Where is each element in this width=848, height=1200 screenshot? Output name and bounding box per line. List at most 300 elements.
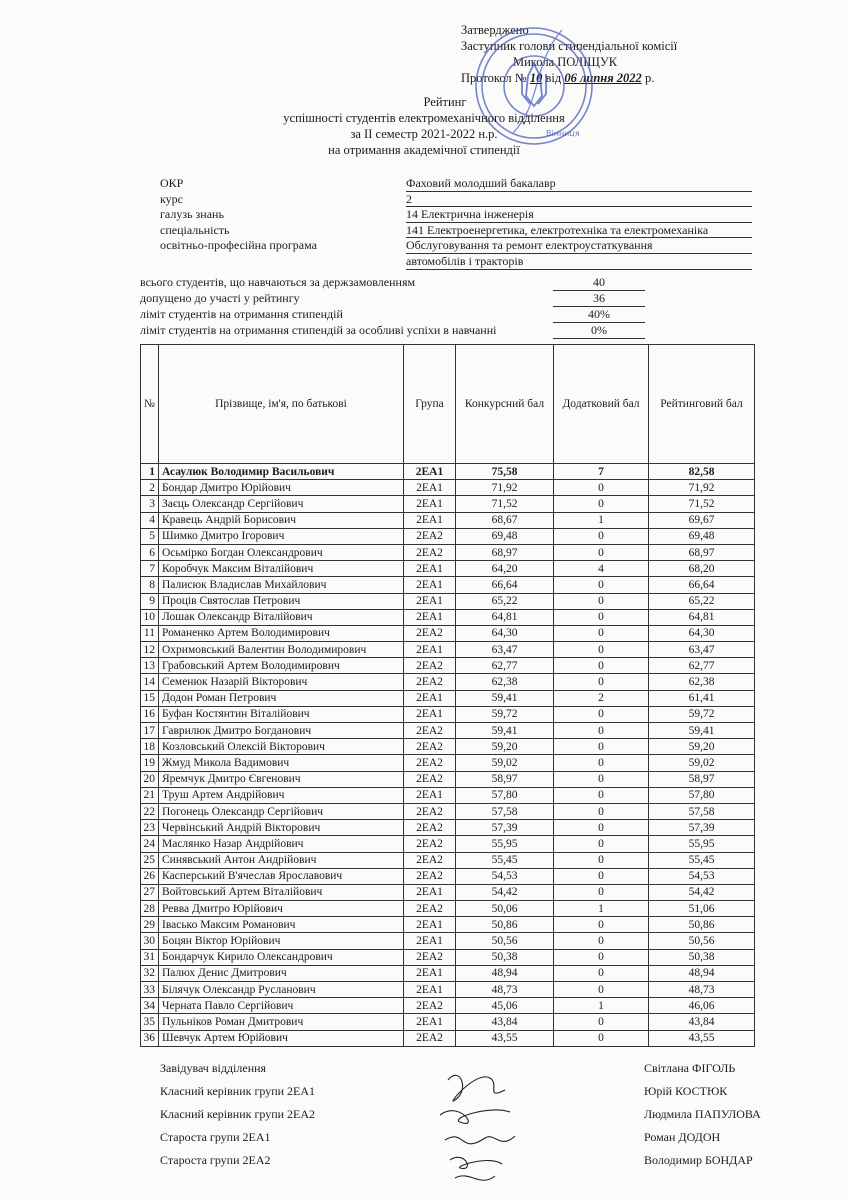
table-row [141,609,755,625]
row-number: 19 [141,755,159,771]
table-row [141,723,755,739]
rating-table [140,344,755,1047]
handwritten-signatures [430,1060,520,1190]
student-name: Червінський Андрій Вікторович [159,820,404,836]
competitive-score: 57,80 [456,787,554,803]
student-group: 2ЕА2 [404,901,456,917]
student-name: Козловський Олексій Вікторович [159,739,404,755]
additional-score: 1 [554,998,649,1014]
student-group: 2ЕА1 [404,577,456,593]
info-value: 14 Електрична інженерія [406,207,752,223]
student-group: 2ЕА1 [404,933,456,949]
student-name: Бондар Дмитро Юрійович [159,480,404,496]
competitive-score: 58,97 [456,771,554,787]
student-group: 2ЕА2 [404,852,456,868]
competitive-score: 59,41 [456,690,554,706]
additional-score: 0 [554,917,649,933]
table-row [141,577,755,593]
protocol-date: 06 липня 2022 [564,71,642,85]
table-row [141,464,755,480]
student-group: 2ЕА1 [404,496,456,512]
additional-score: 0 [554,674,649,690]
table-row [141,803,755,819]
row-number: 11 [141,625,159,641]
table-row [141,901,755,917]
competitive-score: 69,48 [456,528,554,544]
info-value: автомобілів і тракторів [406,254,752,270]
additional-score: 0 [554,528,649,544]
table-header-row [141,345,755,464]
rating-score: 61,41 [649,690,755,706]
protocol-prefix: Протокол № [461,71,527,85]
table-row [141,739,755,755]
rating-score: 54,42 [649,884,755,900]
rating-score: 68,20 [649,561,755,577]
rating-score: 71,92 [649,480,755,496]
rating-score: 65,22 [649,593,755,609]
signature-name: Володимир БОНДАР [644,1153,753,1167]
additional-score: 0 [554,625,649,641]
table-row [141,965,755,981]
student-name: Палюх Денис Дмитрович [159,965,404,981]
rating-score: 59,02 [649,755,755,771]
row-number: 2 [141,480,159,496]
student-name: Семенюк Назарій Вікторович [159,674,404,690]
student-group: 2ЕА1 [404,642,456,658]
student-name: Лошак Олександр Віталійович [159,609,404,625]
signature-name: Роман ДОДОН [644,1130,721,1144]
competitive-score: 64,81 [456,609,554,625]
competitive-score: 57,58 [456,803,554,819]
row-number: 24 [141,836,159,852]
protocol-mid: від [545,71,562,85]
student-name: Касперський В'ячеслав Ярославович [159,868,404,884]
row-number: 34 [141,998,159,1014]
student-group: 2ЕА2 [404,528,456,544]
additional-score: 0 [554,609,649,625]
info-value: 2 [406,192,752,208]
title-line-1: Рейтинг [423,95,467,109]
student-group: 2ЕА1 [404,609,456,625]
rating-score: 48,73 [649,982,755,998]
rating-score: 57,80 [649,787,755,803]
student-name: Івасько Максим Романович [159,917,404,933]
table-row [141,496,755,512]
row-number: 18 [141,739,159,755]
additional-score: 2 [554,690,649,706]
student-group: 2ЕА2 [404,949,456,965]
additional-score: 0 [554,1014,649,1030]
info-value: 141 Електроенергетика, електротехніка та електромеханіка [406,223,752,239]
additional-score: 0 [554,787,649,803]
table-row [141,561,755,577]
student-group: 2ЕА2 [404,771,456,787]
signature-role: Класний керівник групи 2ЕА2 [160,1107,316,1121]
signature-role: Староста групи 2ЕА1 [160,1130,271,1144]
row-number: 26 [141,868,159,884]
rating-score: 69,67 [649,512,755,528]
competitive-score: 48,94 [456,965,554,981]
competitive-score: 50,86 [456,917,554,933]
student-name: Осьмірко Богдан Олександрович [159,544,404,560]
approval-title: Затверджено [461,23,529,37]
row-number: 1 [141,464,159,480]
row-number: 12 [141,642,159,658]
student-name: Кравець Андрій Борисович [159,512,404,528]
student-group: 2ЕА2 [404,674,456,690]
rating-score: 55,95 [649,836,755,852]
enrollment-stats [140,275,645,339]
stats-value: 40% [553,307,645,323]
student-name: Бондарчук Кирило Олександрович [159,949,404,965]
competitive-score: 59,02 [456,755,554,771]
table-row [141,787,755,803]
student-group: 2ЕА2 [404,544,456,560]
student-group: 2ЕА2 [404,803,456,819]
rating-score: 57,58 [649,803,755,819]
row-number: 6 [141,544,159,560]
additional-score: 0 [554,739,649,755]
signature-name: Світлана ФІГОЛЬ [644,1061,736,1075]
approval-signatory: Микола ПОЛІЩУК [513,55,618,69]
student-group: 2ЕА2 [404,658,456,674]
student-name: Палисюк Владислав Михайлович [159,577,404,593]
competitive-score: 48,73 [456,982,554,998]
signature-name: Людмила ПАПУЛОВА [644,1107,761,1121]
signature-role: Класний керівник групи 2ЕА1 [160,1084,316,1098]
row-number: 3 [141,496,159,512]
competitive-score: 54,53 [456,868,554,884]
student-name: Білячук Олександр Русланович [159,982,404,998]
student-group: 2ЕА1 [404,464,456,480]
table-row [141,771,755,787]
info-row [160,192,752,208]
row-number: 8 [141,577,159,593]
stats-value: 40 [553,275,645,291]
info-key: ОКР [160,176,184,190]
rating-score: 62,38 [649,674,755,690]
table-row [141,949,755,965]
rating-score: 51,06 [649,901,755,917]
student-group: 2ЕА2 [404,723,456,739]
additional-score: 0 [554,706,649,722]
header-name: Прізвище, ім'я, по батькові [159,345,404,464]
signature-role: Староста групи 2ЕА2 [160,1153,271,1167]
stats-key: ліміт студентів на отримання стипендій за особливі успіхи в навчанні [140,323,497,337]
competitive-score: 71,92 [456,480,554,496]
student-name: Погонець Олександр Сергійович [159,803,404,819]
title-line-2: успішності студентів електромеханічного відділення [283,111,565,125]
student-group: 2ЕА1 [404,480,456,496]
student-name: Проців Святослав Петрович [159,593,404,609]
rating-score: 63,47 [649,642,755,658]
table-row [141,528,755,544]
additional-score: 0 [554,642,649,658]
row-number: 30 [141,933,159,949]
competitive-score: 65,22 [456,593,554,609]
table-row [141,1030,755,1046]
table-row [141,1014,755,1030]
rating-score: 59,72 [649,706,755,722]
competitive-score: 64,20 [456,561,554,577]
student-name: Боцян Віктор Юрійович [159,933,404,949]
competitive-score: 45,06 [456,998,554,1014]
additional-score: 0 [554,884,649,900]
row-number: 14 [141,674,159,690]
info-key: освітньо-професійна програма [160,238,317,253]
signature-role: Завідувач відділення [160,1061,267,1075]
row-number: 23 [141,820,159,836]
additional-score: 0 [554,836,649,852]
additional-score: 0 [554,658,649,674]
additional-score: 0 [554,803,649,819]
additional-score: 0 [554,982,649,998]
student-name: Войтовський Артем Віталійович [159,884,404,900]
header-rating-score: Рейтинговий бал [649,345,755,464]
title-line-4: на отримання академічної стипендії [328,143,520,157]
competitive-score: 57,39 [456,820,554,836]
competitive-score: 59,20 [456,739,554,755]
competitive-score: 68,97 [456,544,554,560]
row-number: 27 [141,884,159,900]
student-group: 2ЕА2 [404,836,456,852]
stats-row [140,275,645,291]
table-row [141,674,755,690]
row-number: 20 [141,771,159,787]
student-group: 2ЕА1 [404,1014,456,1030]
table-row [141,933,755,949]
row-number: 13 [141,658,159,674]
competitive-score: 43,84 [456,1014,554,1030]
student-group: 2ЕА2 [404,1030,456,1046]
row-number: 36 [141,1030,159,1046]
student-group: 2ЕА1 [404,982,456,998]
student-group: 2ЕА2 [404,820,456,836]
table-row [141,480,755,496]
rating-score: 64,81 [649,609,755,625]
header-additional-score: Додатковий бал [554,345,649,464]
additional-score: 0 [554,852,649,868]
student-name: Яремчук Дмитро Євгенович [159,771,404,787]
additional-score: 0 [554,496,649,512]
rating-score: 43,55 [649,1030,755,1046]
student-group: 2ЕА1 [404,593,456,609]
header-competitive-score: Конкурсний бал [456,345,554,464]
student-group: 2ЕА1 [404,690,456,706]
student-name: Шимко Дмитро Ігорович [159,528,404,544]
student-name: Додон Роман Петрович [159,690,404,706]
additional-score: 0 [554,480,649,496]
table-row [141,658,755,674]
rating-score: 58,97 [649,771,755,787]
additional-score: 0 [554,1030,649,1046]
competitive-score: 55,95 [456,836,554,852]
info-key: курс [160,191,183,206]
table-row [141,820,755,836]
table-row [141,868,755,884]
stats-value: 36 [553,291,645,307]
competitive-score: 75,58 [456,464,554,480]
table-row [141,593,755,609]
info-row [160,238,752,254]
row-number: 29 [141,917,159,933]
info-key [160,254,406,270]
table-row [141,544,755,560]
stats-row [140,323,645,339]
row-number: 28 [141,901,159,917]
approval-position: Заступник голови стипендіальної комісії [461,39,678,53]
header-number: № [141,345,159,464]
student-name: Маслянко Назар Андрійович [159,836,404,852]
rating-score: 62,77 [649,658,755,674]
rating-score: 48,94 [649,965,755,981]
student-name: Асаулюк Володимир Васильович [159,464,404,480]
student-group: 2ЕА2 [404,625,456,641]
competitive-score: 55,45 [456,852,554,868]
info-row [160,254,752,270]
student-name: Заєць Олександр Сергійович [159,496,404,512]
additional-score: 1 [554,512,649,528]
rating-score: 50,56 [649,933,755,949]
stamp-city: Вінниця [546,129,580,138]
header-group: Група [404,345,456,464]
student-name: Буфан Костянтин Віталійович [159,706,404,722]
additional-score: 1 [554,901,649,917]
table-row [141,998,755,1014]
rating-score: 69,48 [649,528,755,544]
student-name: Охримовський Валентин Володимирович [159,642,404,658]
student-name: Жмуд Микола Вадимович [159,755,404,771]
competitive-score: 68,67 [456,512,554,528]
stats-key: ліміт студентів на отримання стипендій [140,307,343,321]
competitive-score: 59,72 [456,706,554,722]
competitive-score: 43,55 [456,1030,554,1046]
table-row [141,625,755,641]
info-row [160,207,752,223]
student-group: 2ЕА2 [404,998,456,1014]
document-title [0,94,848,158]
student-name: Шевчук Артем Юрійович [159,1030,404,1046]
student-group: 2ЕА1 [404,917,456,933]
row-number: 10 [141,609,159,625]
row-number: 22 [141,803,159,819]
rating-score: 59,20 [649,739,755,755]
student-group: 2ЕА2 [404,755,456,771]
row-number: 35 [141,1014,159,1030]
info-key: спеціальність [160,222,230,237]
additional-score: 7 [554,464,649,480]
stats-value: 0% [553,323,645,339]
rating-score: 57,39 [649,820,755,836]
student-name: Романенко Артем Володимирович [159,625,404,641]
competitive-score: 64,30 [456,625,554,641]
rating-score: 46,06 [649,998,755,1014]
table-row [141,706,755,722]
additional-score: 0 [554,771,649,787]
additional-score: 0 [554,820,649,836]
competitive-score: 66,64 [456,577,554,593]
student-group: 2ЕА1 [404,512,456,528]
additional-score: 0 [554,755,649,771]
row-number: 32 [141,965,159,981]
rating-score: 43,84 [649,1014,755,1030]
competitive-score: 63,47 [456,642,554,658]
program-info [160,176,752,270]
additional-score: 0 [554,544,649,560]
signature-name: Юрій КОСТЮК [644,1084,728,1098]
student-name: Грабовський Артем Володимирович [159,658,404,674]
stats-row [140,307,645,323]
info-value: Фаховий молодший бакалавр [406,176,752,192]
additional-score: 0 [554,933,649,949]
info-row [160,223,752,239]
additional-score: 0 [554,868,649,884]
row-number: 7 [141,561,159,577]
rating-score: 82,58 [649,464,755,480]
rating-score: 68,97 [649,544,755,560]
additional-score: 0 [554,593,649,609]
competitive-score: 62,77 [456,658,554,674]
competitive-score: 50,56 [456,933,554,949]
table-row [141,836,755,852]
rating-score: 66,64 [649,577,755,593]
student-name: Синявський Антон Андрійович [159,852,404,868]
additional-score: 0 [554,723,649,739]
student-group: 2ЕА1 [404,884,456,900]
protocol-number: 10 [529,71,543,85]
student-group: 2ЕА1 [404,787,456,803]
table-row [141,755,755,771]
student-name: Ревва Дмитро Юрійович [159,901,404,917]
table-row [141,884,755,900]
row-number: 5 [141,528,159,544]
info-row [160,176,752,192]
row-number: 17 [141,723,159,739]
rating-score: 50,86 [649,917,755,933]
table-row [141,690,755,706]
student-name: Коробчук Максим Віталійович [159,561,404,577]
table-row [141,512,755,528]
student-group: 2ЕА1 [404,706,456,722]
row-number: 4 [141,512,159,528]
student-group: 2ЕА1 [404,965,456,981]
student-name: Черната Павло Сергійович [159,998,404,1014]
competitive-score: 62,38 [456,674,554,690]
competitive-score: 50,06 [456,901,554,917]
table-row [141,852,755,868]
competitive-score: 59,41 [456,723,554,739]
rating-score: 55,45 [649,852,755,868]
row-number: 33 [141,982,159,998]
rating-score: 50,38 [649,949,755,965]
competitive-score: 71,52 [456,496,554,512]
competitive-score: 50,38 [456,949,554,965]
additional-score: 4 [554,561,649,577]
student-group: 2ЕА2 [404,739,456,755]
rating-score: 71,52 [649,496,755,512]
student-group: 2ЕА2 [404,868,456,884]
student-group: 2ЕА1 [404,561,456,577]
stats-key: всього студентів, що навчаються за держзамовленням [140,275,416,289]
table-row [141,642,755,658]
rating-score: 64,30 [649,625,755,641]
protocol-suffix: р. [644,71,655,85]
info-key: галузь знань [160,207,224,222]
student-name: Труш Артем Андрійович [159,787,404,803]
additional-score: 0 [554,577,649,593]
competitive-score: 54,42 [456,884,554,900]
row-number: 25 [141,852,159,868]
